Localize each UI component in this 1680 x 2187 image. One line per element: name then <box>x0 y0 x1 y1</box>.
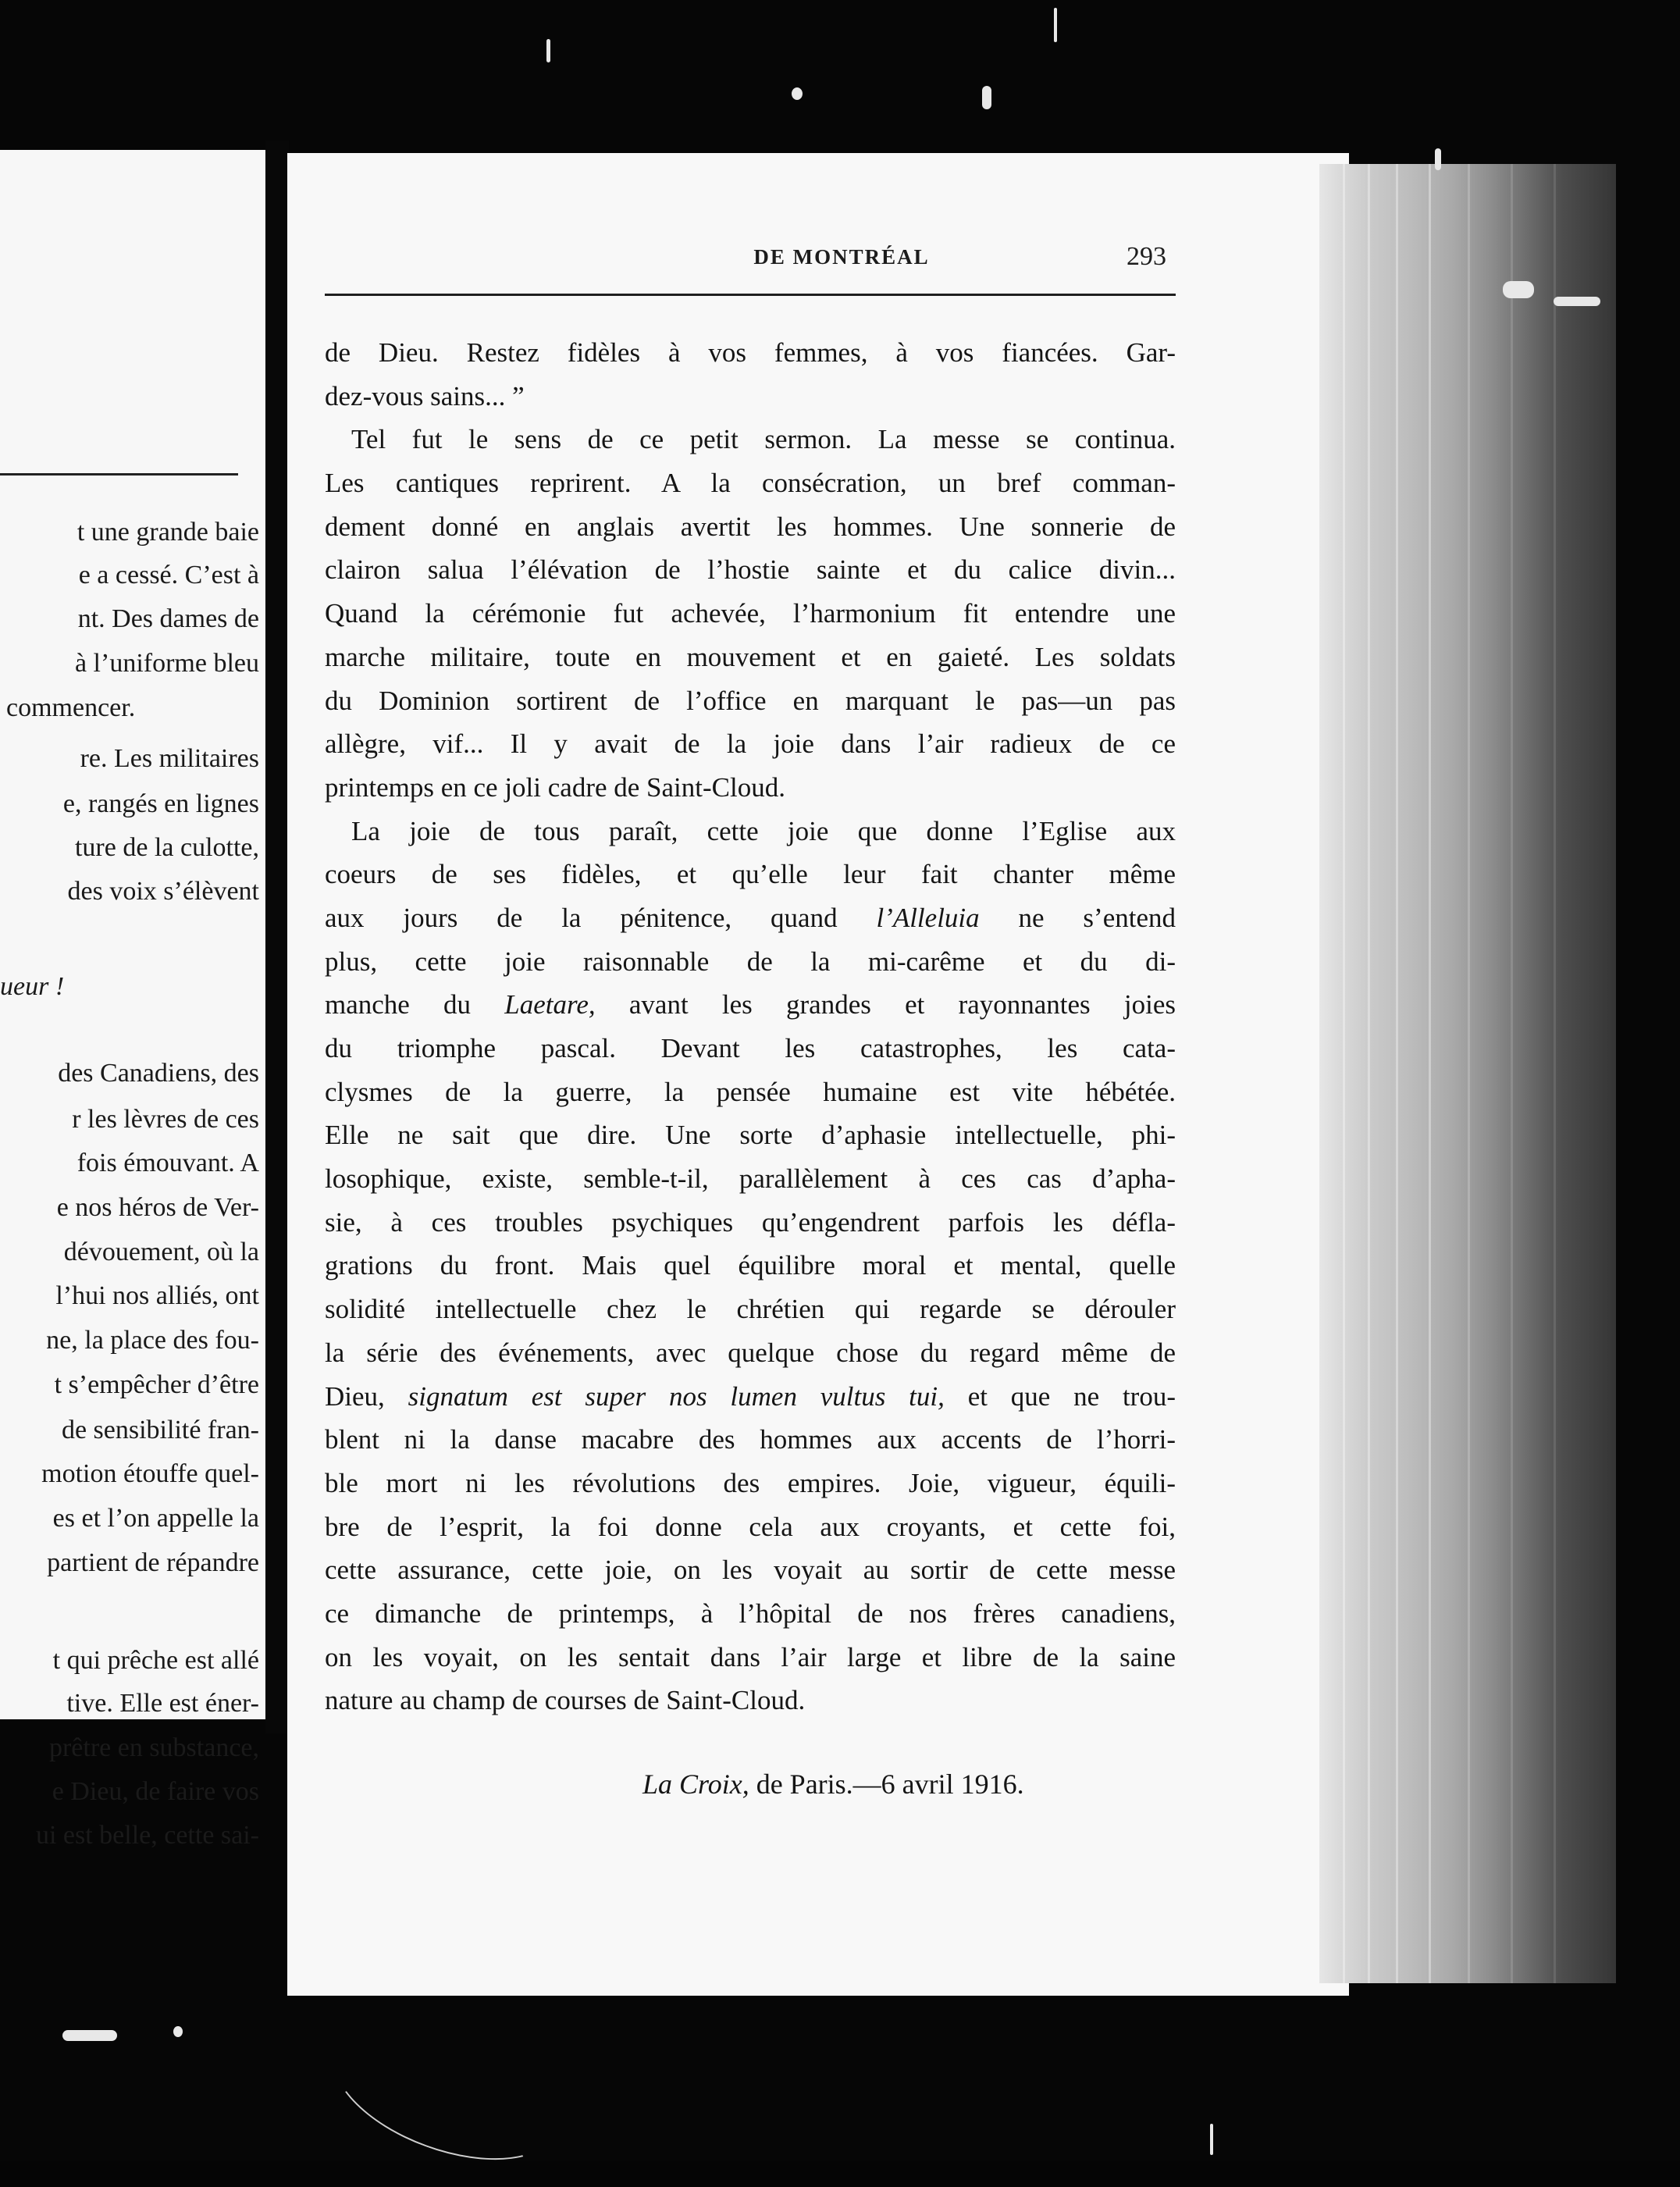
left-page-line: ne, la place des fou- <box>46 1326 259 1355</box>
left-page-line: t une grande baie <box>77 518 259 547</box>
italic-phrase: Laetare, <box>504 989 596 1020</box>
dust-speck <box>982 86 991 109</box>
text-line: Tel fut le sens de ce petit sermon. La messe se continua. <box>351 424 1176 455</box>
text-line: losophique, existe, semble-t-il, parallèlement à ces cas d’apha- <box>325 1163 1176 1195</box>
text-line: on les voyait, on les sentait dans l’air large et libre de la saine <box>325 1641 1176 1672</box>
left-page-line: des voix s’élèvent <box>67 877 259 906</box>
left-page-line: fois émouvant. A <box>77 1149 259 1177</box>
text-line: cette assurance, cette joie, on les voyait au sortir de cette messe <box>325 1555 1176 1586</box>
left-header-rule <box>0 473 238 476</box>
left-page-line: e, rangés en lignes <box>62 789 259 818</box>
text-line: Elle ne sait que dire. Une sorte d’aphasie intellectuelle, phi- <box>325 1120 1176 1151</box>
text-line: Les cantiques reprirent. A la consécration, un bref comman- <box>325 468 1176 499</box>
text-line: sie, à ces troubles psychiques qu’engendrent parfois les défla- <box>325 1206 1176 1238</box>
text-line: manche du Laetare, avant les grandes et rayonnantes joies <box>325 989 1176 1020</box>
left-page-line: ueur ! <box>0 972 65 1001</box>
dust-speck <box>1054 8 1057 42</box>
dust-speck <box>1210 2124 1213 2155</box>
text-line: La joie de tous paraît, cette joie que donne l’Eglise aux <box>351 815 1176 846</box>
left-page-line: commencer. <box>6 693 136 722</box>
left-page-line: dévouement, où la <box>63 1238 259 1266</box>
left-page-line: ture de la culotte, <box>74 833 259 862</box>
body-text <box>325 331 1176 1722</box>
left-page-line: des Canadiens, des <box>58 1059 259 1088</box>
text-line: la série des événements, avec quelque chose du regard même de <box>325 1337 1176 1368</box>
left-page-line: partient de répandre <box>47 1548 259 1577</box>
left-page-line: prêtre en substance, <box>48 1733 259 1762</box>
text-line: aux jours de la pénitence, quand l’Alleluia ne s’entend <box>325 902 1176 933</box>
left-page-line: t qui prêche est allé <box>52 1646 259 1675</box>
left-page-fragment <box>0 150 265 1850</box>
text-line: Dieu, signatum est super nos lumen vultus tui, et que ne trou- <box>325 1380 1176 1412</box>
italic-phrase: l’Alleluia <box>876 902 980 933</box>
text-line: du triomphe pascal. Devant les catastrophes, les cata- <box>325 1033 1176 1063</box>
dust-speck <box>173 2026 183 2037</box>
text-line: ce dimanche de printemps, à l’hôpital de nos frères canadiens, <box>325 1598 1176 1629</box>
text-line: blent ni la danse macabre des hommes aux accents de l’horri- <box>325 1424 1176 1455</box>
right-page <box>287 153 1349 1996</box>
left-page-line: motion étouffe quel- <box>41 1459 259 1488</box>
running-head-title: DE MONTRÉAL <box>753 245 930 269</box>
text-line: dement donné en anglais avertit les hommes. Une sonnerie de <box>325 511 1176 542</box>
dust-speck <box>1503 281 1534 298</box>
text-line: solidité intellectuelle chez le chrétien qui regarde se dérouler <box>325 1294 1176 1325</box>
text-line: du Dominion sortirent de l’office en marquant le pas—un pas <box>325 685 1176 716</box>
left-page-line: e a cessé. C’est à <box>78 561 259 589</box>
source-place-date: de Paris.—6 avril 1916. <box>749 1768 1024 1800</box>
left-page-line: à l’uniforme bleu <box>74 649 259 678</box>
italic-phrase: signatum est super nos lumen vultus tui, <box>408 1380 945 1412</box>
text-line: marche militaire, toute en mouvement et en gaieté. Les soldats <box>325 641 1176 672</box>
dust-speck <box>546 39 550 62</box>
text-line: clairon salua l’élévation de l’hostie sainte et du calice divin... <box>325 554 1176 586</box>
page-number: 293 <box>1127 242 1166 271</box>
book-gutter <box>265 141 289 1733</box>
text-line: clysmes de la guerre, la pensée humaine est vite hébétée. <box>325 1076 1176 1107</box>
text-line: allègre, vif... Il y avait de la joie dans l’air radieux de ce <box>325 728 1176 760</box>
source-publication: La Croix, <box>642 1768 749 1800</box>
left-page-line: l’hui nos alliés, ont <box>55 1281 259 1310</box>
book-page-edges <box>1319 164 1616 1983</box>
left-page-line: tive. Elle est éner- <box>66 1689 259 1718</box>
text-line: de Dieu. Restez fidèles à vos femmes, à vos fiancées. Gar- <box>325 337 1176 368</box>
text-line: ble mort ni les révolutions des empires. Joie, vigueur, équili- <box>325 1467 1176 1498</box>
text-line: Quand la cérémonie fut achevée, l’harmonium fit entendre une <box>325 598 1176 629</box>
left-page-line: nt. Des dames de <box>77 604 259 633</box>
left-page-line: re. Les militaires <box>80 744 259 773</box>
dust-speck <box>62 2030 117 2041</box>
left-page-line: e nos héros de Ver- <box>56 1193 259 1222</box>
text-line: bre de l’esprit, la foi donne cela aux croyants, et cette foi, <box>325 1511 1176 1542</box>
text-line: coeurs de ses fidèles, et qu’elle leur fait chanter même <box>325 859 1176 890</box>
dust-speck <box>792 87 803 100</box>
text-line: printemps en ce joli cadre de Saint-Cloud. <box>325 771 785 803</box>
left-page-line: t s’empêcher d’être <box>54 1370 259 1399</box>
text-line: grations du front. Mais quel équilibre moral et mental, quelle <box>325 1250 1176 1281</box>
scratch-mark <box>315 1993 578 2187</box>
text-line: plus, cette joie raisonnable de la mi-carême et du di- <box>325 946 1176 977</box>
dust-speck <box>1435 148 1441 170</box>
left-page-line: de sensibilité fran- <box>61 1416 259 1444</box>
dust-speck <box>1554 297 1600 306</box>
header-rule <box>325 294 1176 296</box>
text-line: dez-vous sains... ” <box>325 380 525 411</box>
text-line: nature au champ de courses de Saint-Cloud. <box>325 1685 806 1716</box>
left-page-line: ui est belle, cette sai- <box>35 1821 259 1850</box>
left-page-line: es et l’on appelle la <box>52 1504 259 1533</box>
left-page-line: r les lèvres de ces <box>72 1105 259 1134</box>
source-attribution <box>642 1768 1024 1801</box>
left-page-line: e Dieu, de faire vos <box>52 1777 259 1806</box>
